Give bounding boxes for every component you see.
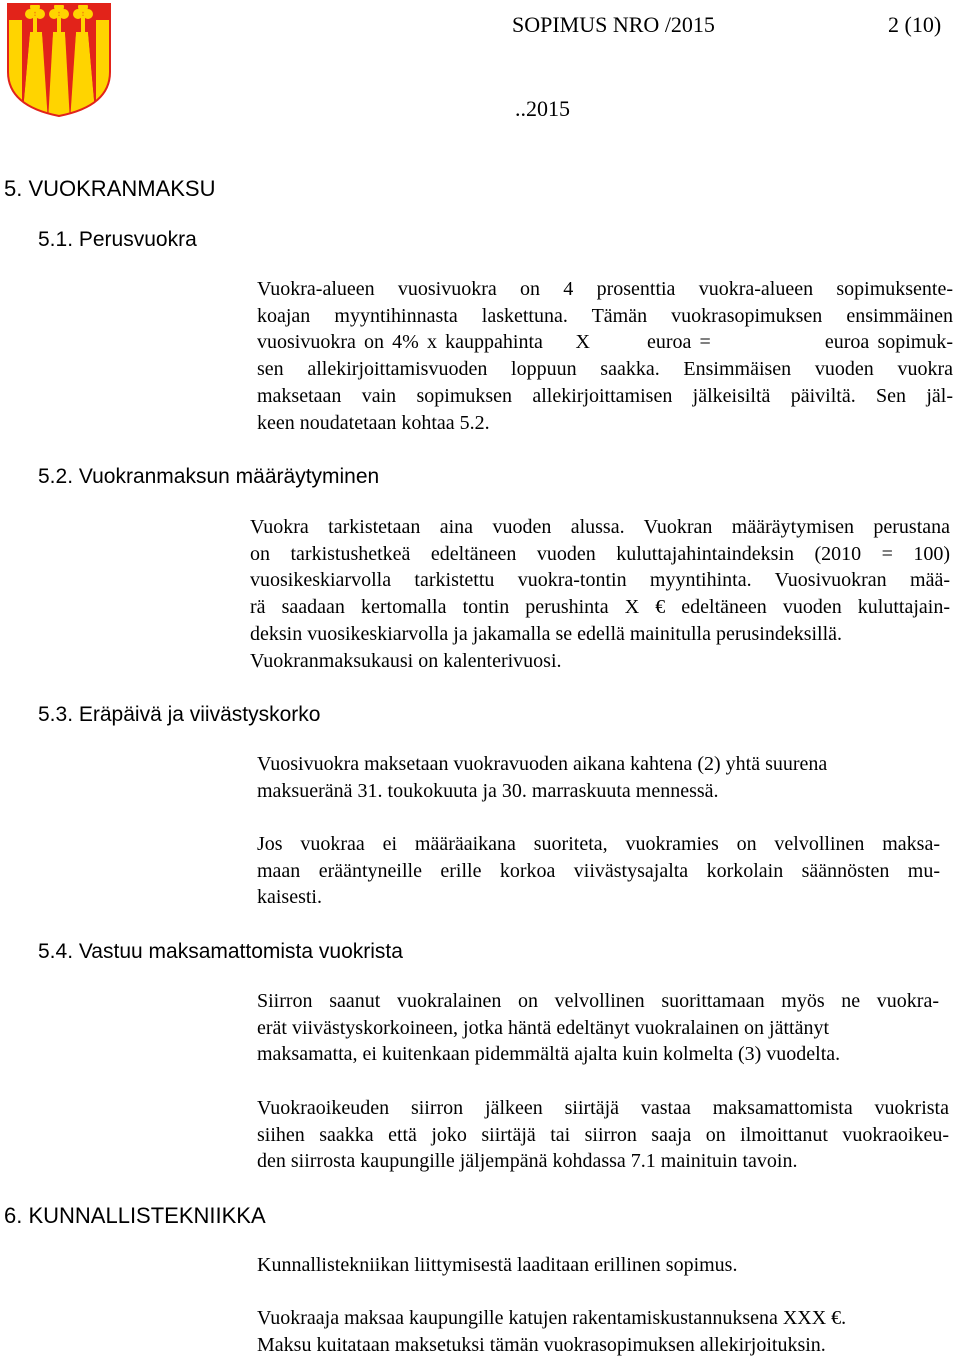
paragraph-6-connection: Kunnallistekniikan liittymisestä laaditaan erillinen sopimus. [257,1254,738,1276]
paragraph-5-3-payment: Vuosivuokra maksetaan vuokravuoden aikana kahtena (2) yhtä suurena maksueränä 31. toukokuuta ja 30. marraskuuta mennessä. [257,753,828,802]
paragraph-6-street-costs: Vuokraaja maksaa kaupungille katujen rakentamiskustannuksena XXX €. Maksu kuitataan maksetuksi tämän vuokrasopimuksen allekirjoituksin. [257,1307,847,1356]
paragraph-5-4-transferee: Siirron saanut vuokralainen on velvollinen suorittamaan myös ne vuokra- erät viivästyskorkoineen, jotka häntä edeltänyt vuokralainen on jättänyt maksamatta, ei kuitenkaan pidemmältä ajalta kuin kolmelta (3) vuodelta. [257,990,939,1066]
paragraph-5-3-interest: Jos vuokraa ei määräaikana suoriteta, vuokramies on velvollinen maksa- maan erääntyneille erille korkoa viivästysajalta korkolain säännösten mu- kaisesti. [257,833,940,909]
section-6-heading: 6. KUNNALLISTEKNIIKKA [4,1203,266,1228]
paragraph-5-2: Vuokra tarkistetaan aina vuoden alussa. Vuokran määräytymisen perustana on tarkistushetkeä edeltäneen vuoden kuluttajahintaindeksin (2010 = 100) vuosikeskiarvolla tarkistettu vuokra-tontin myyntihinta. Vuosivuokran mää- rä saadaan kertomalla tontin perushinta X € edeltäneen vuoden kuluttajain- deksin vuosikeskiarvolla ja jakamalla se edellä mainitulla perusindeksillä. Vuokranmaksukausi on kalenterivuosi. [250,516,950,672]
section-5-2-heading: 5.2. Vuokranmaksun määräytyminen [38,465,380,488]
section-5-3-heading: 5.3. Eräpäivä ja viivästyskorko [38,703,321,726]
document-date: ..2015 [515,96,570,121]
coat-of-arms-logo [6,2,112,118]
page-number: 2 (10) [888,12,942,37]
contract-number: SOPIMUS NRO /2015 [512,12,715,37]
paragraph-5-4-transferor: Vuokraoikeuden siirron jälkeen siirtäjä vastaa maksamattomista vuokrista siihen saakka että joko siirtäjä tai siirron saaja on ilmoittanut vuokraoikeu- den siirrosta kaupungille jäljempänä kohdassa 7.1 mainituin tavoin. [257,1097,949,1173]
section-5-4-heading: 5.4. Vastuu maksamattomista vuokrista [38,940,403,963]
paragraph-5-1: Vuokra-alueen vuosivuokra on 4 prosenttia vuokra-alueen sopimuksente- koajan myyntihinnasta laskettuna. Tämän vuokrasopimuksen ensimmäinen vuosivuokra on 4% x kauppahinta X euroa = euroa sopimuk- sen allekirjoittamisvuoden loppuun saakka. Ensimmäisen vuoden vuokra maksetaan vain sopimuksen allekirjoittamisen jälkeisiltä päiviltä. Sen jäl- keen noudatetaan kohtaa 5.2. [257,278,953,434]
section-5-1-heading: 5.1. Perusvuokra [38,228,197,251]
section-5-heading: 5. VUOKRANMAKSU [4,176,216,201]
